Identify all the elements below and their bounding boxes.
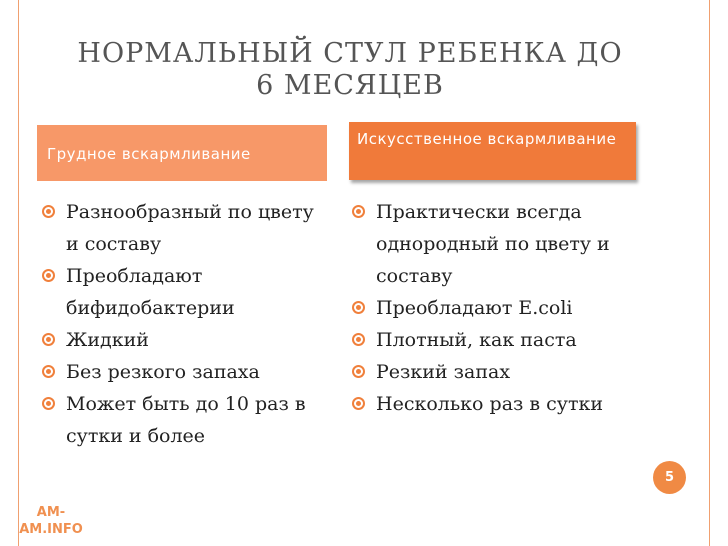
list-item-text: Жидкий [66, 329, 149, 351]
bullet-icon [42, 397, 55, 410]
list-item [352, 196, 642, 292]
watermark-line-1: AM- [36, 505, 66, 520]
slide-title-line-2: 6 МЕСЯЦЕВ [256, 70, 444, 101]
bullet-icon [352, 365, 365, 378]
bullet-icon [42, 333, 55, 346]
slide-title-line-1: НОРМАЛЬНЫЙ СТУЛ РЕБЕНКА ДО [77, 38, 623, 69]
list-item-text: Может быть до 10 раз в сутки и более [66, 393, 306, 447]
bullet-icon [352, 205, 365, 218]
list-item [352, 388, 642, 420]
watermark [8, 504, 94, 538]
list-item [42, 388, 332, 452]
list-item-text: Резкий запах [376, 361, 511, 383]
watermark-line-2: AM.INFO [19, 522, 83, 537]
list-item [352, 356, 642, 388]
list-item [42, 324, 332, 356]
bullet-icon [352, 301, 365, 314]
list-item-text: Преобладают E.coli [376, 297, 573, 319]
bullet-icon [42, 269, 55, 282]
breastfeeding-list [42, 196, 332, 452]
page-number-badge: 5 [653, 461, 686, 494]
bullet-icon [352, 397, 365, 410]
list-item-text: Преобладают бифидобактерии [66, 265, 235, 319]
formula-feeding-list [352, 196, 642, 420]
bullet-icon [42, 205, 55, 218]
list-item-text: Практически всегда однородный по цвету и составу [376, 201, 610, 287]
list-item-text: Плотный, как паста [376, 329, 577, 351]
list-item [42, 356, 332, 388]
list-item [352, 292, 642, 324]
bullet-icon [352, 333, 365, 346]
list-item-text: Без резкого запаха [66, 361, 260, 383]
list-item [42, 260, 332, 324]
bullet-icon [42, 365, 55, 378]
formula-feeding-header: Искусственное вскармливание [349, 122, 636, 180]
list-item-text: Несколько раз в сутки [376, 393, 604, 415]
slide-title [40, 38, 660, 102]
list-item [42, 196, 332, 260]
list-item-text: Разнообразный по цвету и составу [66, 201, 314, 255]
breastfeeding-header: Грудное вскармливание [37, 125, 327, 181]
list-item [352, 324, 642, 356]
